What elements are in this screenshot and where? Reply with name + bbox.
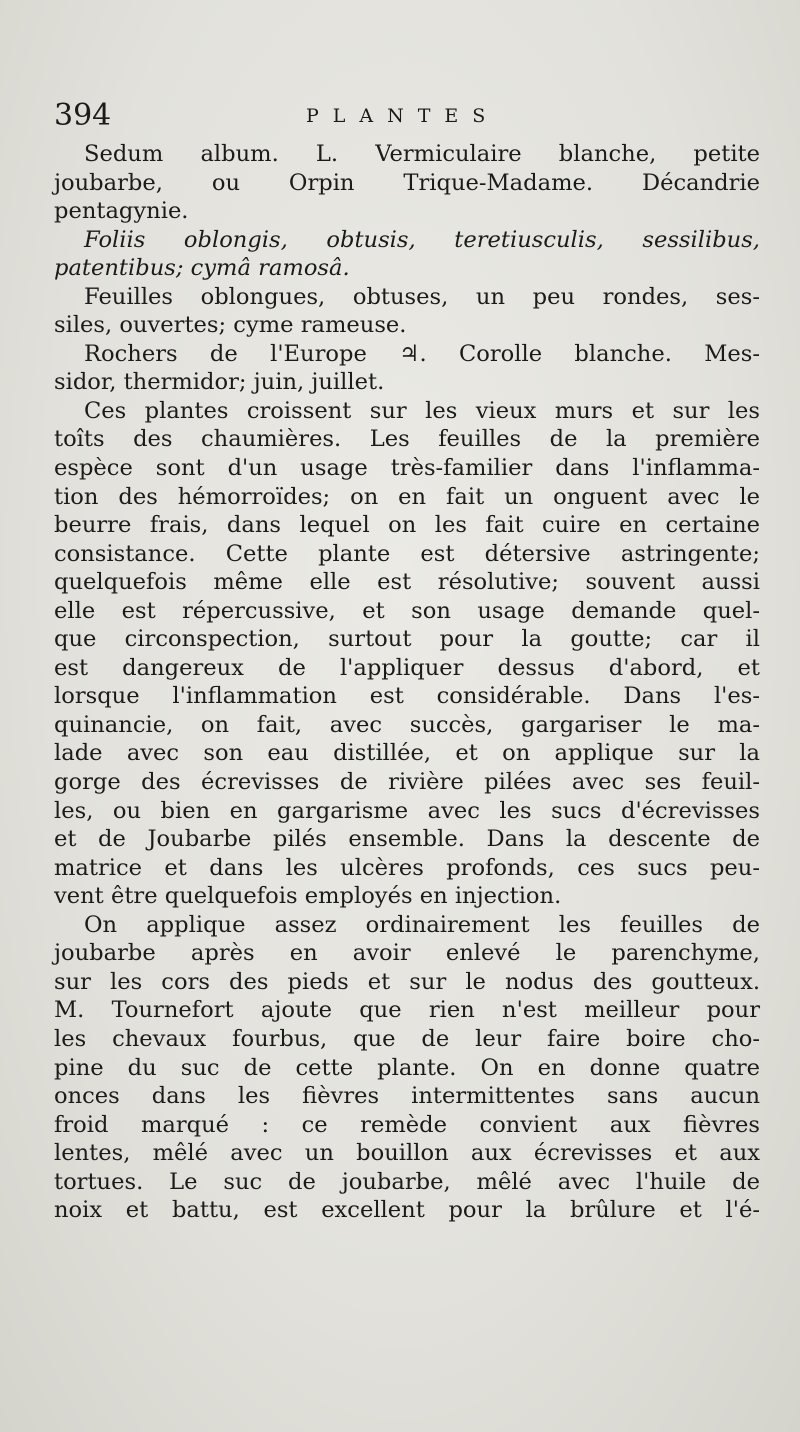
text-line: elle est répercussive, et son usage demande quel- [54, 597, 760, 624]
text-line: toîts des chaumières. Les feuilles de la première [54, 426, 760, 453]
text-line: tion des hémorroïdes; on en fait un onguent avec le [54, 483, 760, 510]
text-line: pentagynie. [54, 198, 189, 225]
text-line: les, ou bien en gargarisme avec les sucs d'écrevisses [54, 797, 760, 824]
text-line: onces dans les fièvres intermittentes sans aucun [54, 1083, 760, 1110]
text-line: joubarbe après en avoir enlevé le parenchyme, [54, 940, 760, 967]
running-head: PLANTES [306, 105, 500, 127]
text-line: pine du suc de cette plante. On en donne quatre [54, 1054, 760, 1081]
text-line: Feuilles oblongues, obtuses, un peu rondes, ses- [84, 283, 760, 310]
text-line: sur les cors des pieds et sur le nodus des goutteux. [54, 968, 760, 995]
text-line: lorsque l'inflammation est considérable. Dans l'es- [54, 683, 760, 710]
text-line: matrice et dans les ulcères profonds, ces sucs peu- [54, 854, 760, 881]
text-line: beurre frais, dans lequel on les fait cuire en certaine [54, 512, 760, 539]
text-line: froid marqué : ce remède convient aux fièvres [54, 1111, 760, 1138]
page-header [54, 96, 754, 136]
text-line: est dangereux de l'appliquer dessus d'abord, et [54, 654, 760, 681]
text-line: noix et battu, est excellent pour la brûlure et l'é- [54, 1197, 760, 1224]
text-line: gorge des écrevisses de rivière pilées avec ses feuil- [54, 769, 760, 796]
text-line: lade avec son eau distillée, et on applique sur la [54, 740, 760, 767]
text-line: Ces plantes croissent sur les vieux murs et sur les [84, 397, 760, 424]
text-line: On applique assez ordinairement les feuilles de [84, 911, 760, 938]
page-number: 394 [54, 98, 112, 133]
text-line: patentibus; cymâ ramosâ. [54, 255, 350, 282]
text-line: joubarbe, ou Orpin Trique-Madame. Décandrie [54, 169, 760, 196]
text-line: vent être quelquefois employés en injection. [54, 883, 562, 910]
text-line: siles, ouvertes; cyme rameuse. [54, 312, 407, 339]
text-line: Rochers de l'Europe ♃. Corolle blanche. Mes- [84, 340, 760, 367]
text-line: Foliis oblongis, obtusis, teretiusculis, sessilibus, [84, 226, 760, 253]
text-line: quelquefois même elle est résolutive; souvent aussi [54, 569, 760, 596]
text-line: espèce sont d'un usage très-familier dans l'inflamma- [54, 455, 760, 482]
text-line: consistance. Cette plante est détersive astringente; [54, 540, 760, 567]
text-line: les chevaux fourbus, que de leur faire boire cho- [54, 1025, 760, 1052]
text-line: tortues. Le suc de joubarbe, mêlé avec l'huile de [54, 1168, 760, 1195]
text-line: sidor, thermidor; juin, juillet. [54, 369, 385, 396]
text-line: M. Tournefort ajoute que rien n'est meilleur pour [54, 997, 760, 1024]
text-line: lentes, mêlé avec un bouillon aux écrevisses et aux [54, 1140, 760, 1167]
text-line: que circonspection, surtout pour la goutte; car il [54, 626, 760, 653]
text-line: et de Joubarbe pilés ensemble. Dans la descente de [54, 826, 760, 853]
body-text [54, 140, 760, 1225]
text-line: Sedum album. L. Vermiculaire blanche, petite [84, 141, 760, 167]
text-line: quinancie, on fait, avec succès, gargariser le ma- [54, 711, 760, 738]
